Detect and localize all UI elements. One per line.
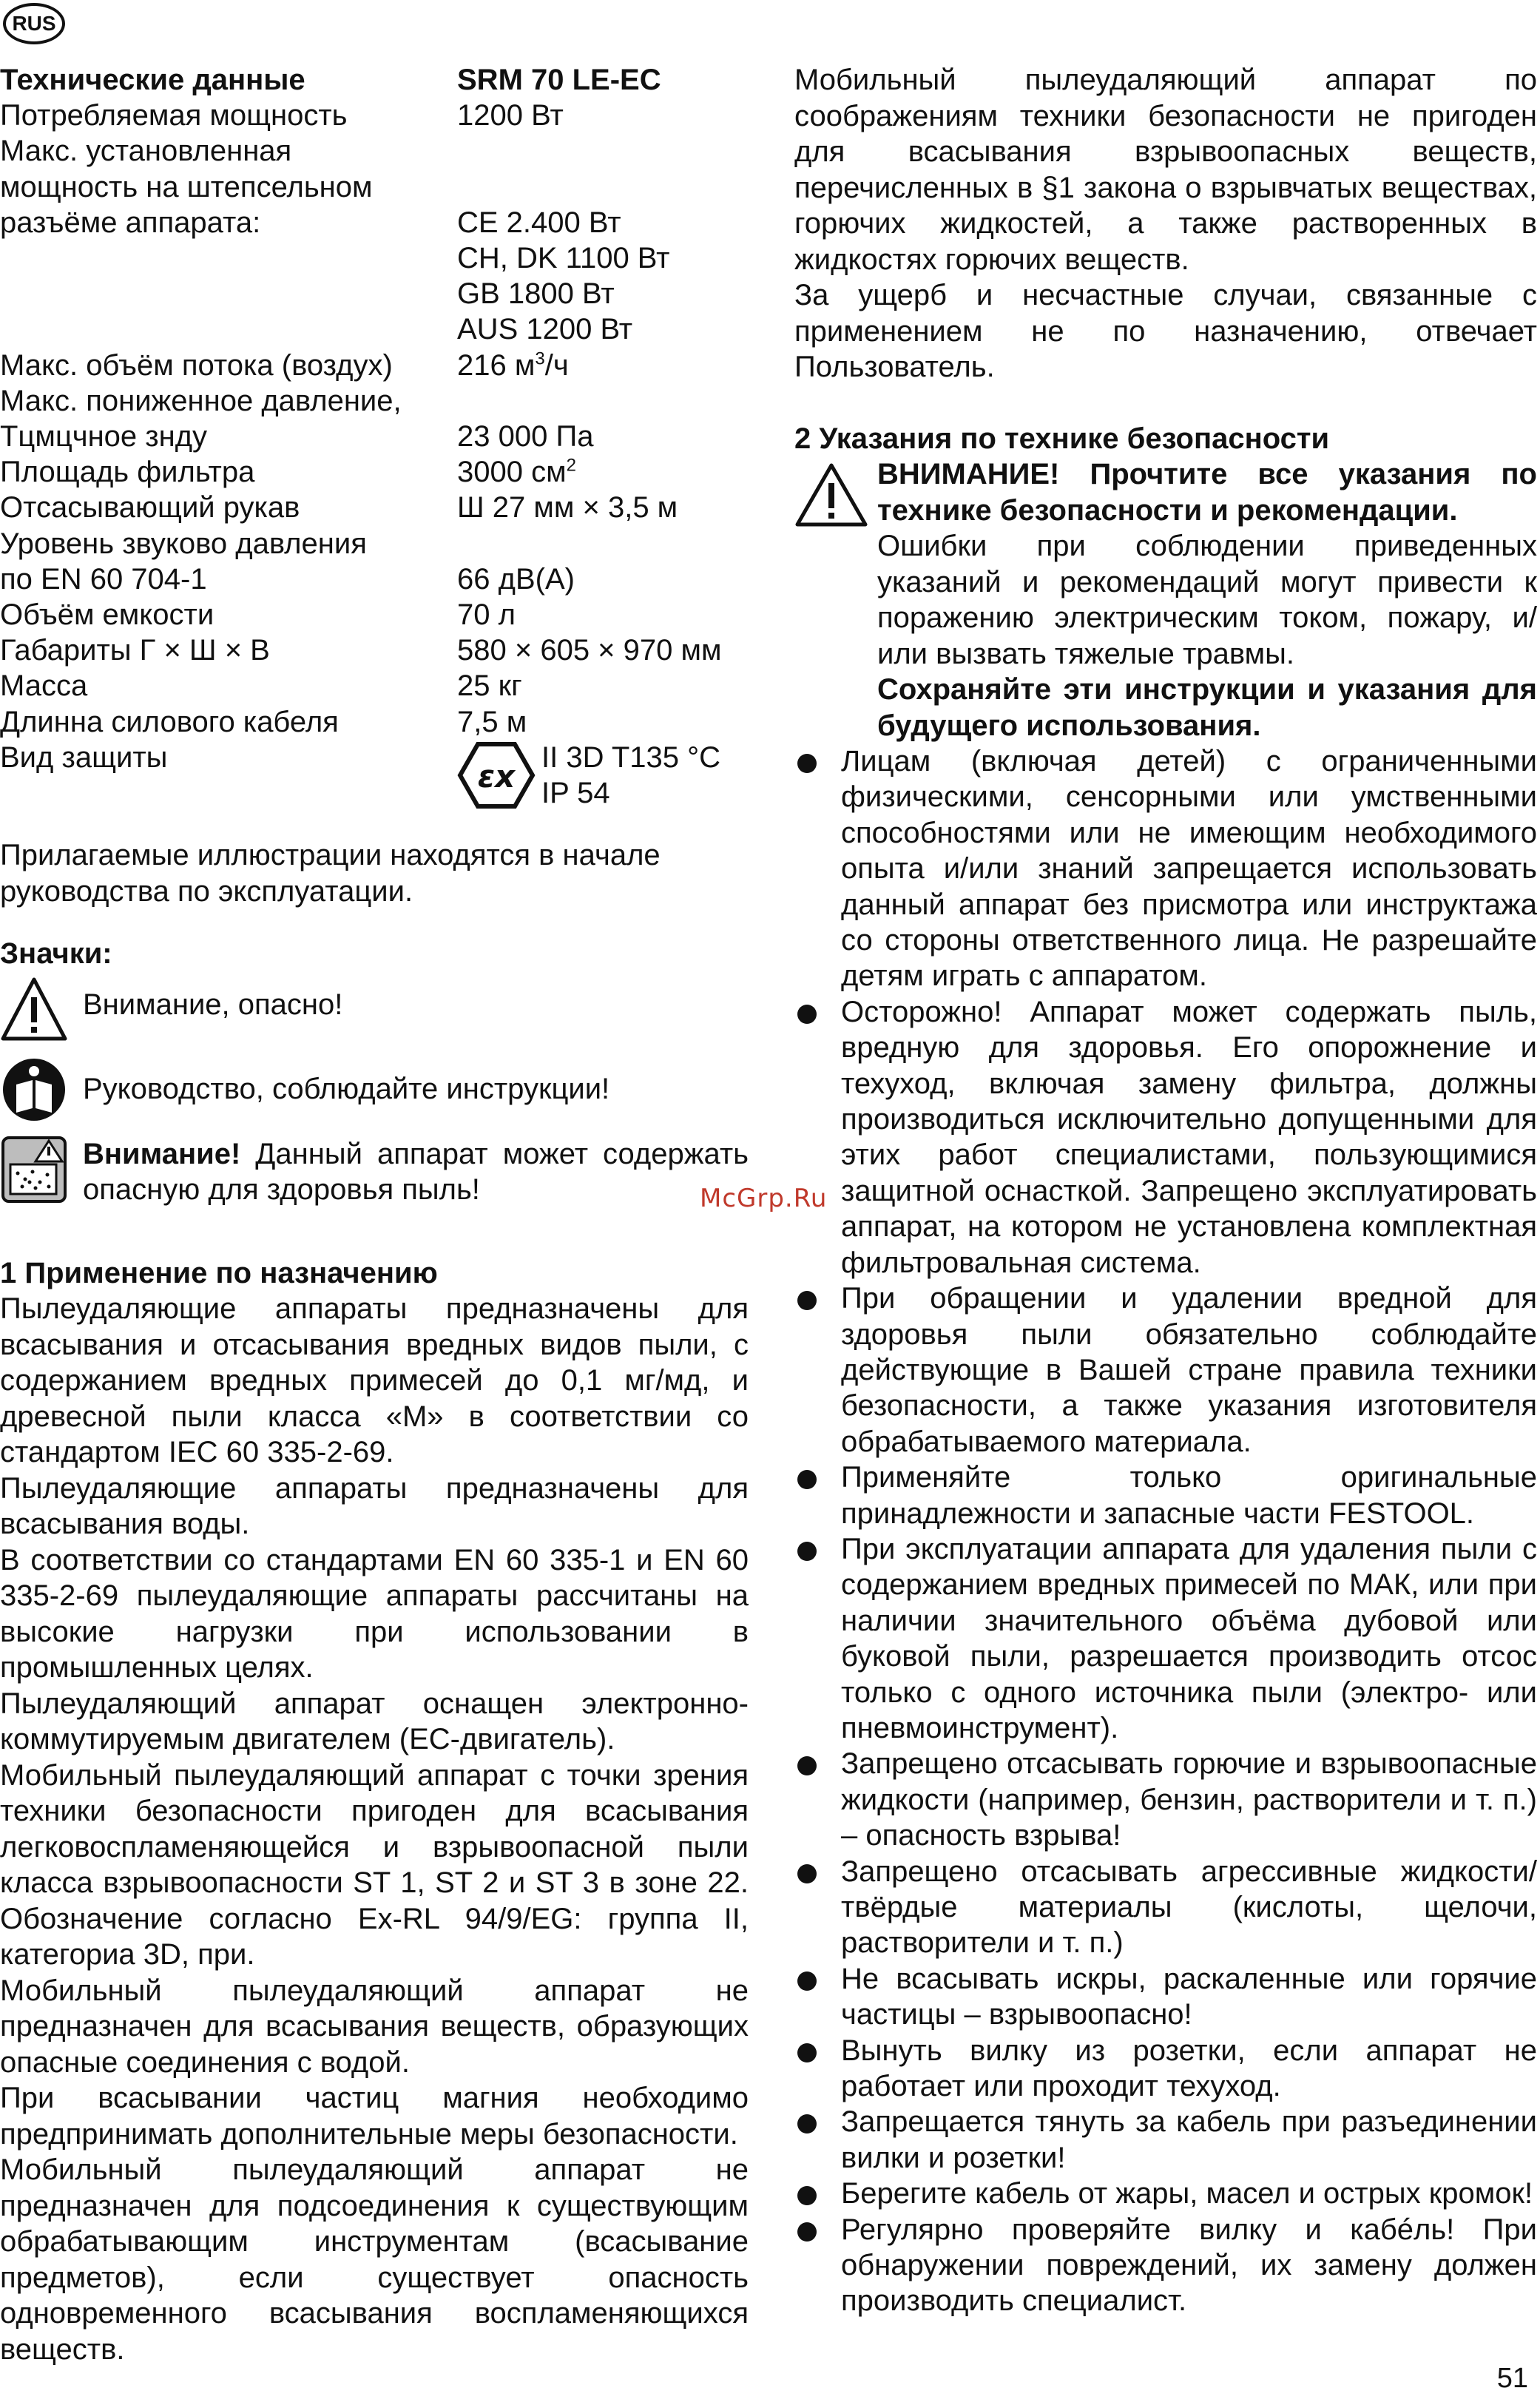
symbol-dust-text <box>83 1135 749 1208</box>
bullet-text: Вынуть вилку из розетки, если аппарат не работает или проходит техуход. <box>841 2034 1537 2103</box>
spec-row <box>0 597 749 633</box>
safety-bullet-item <box>794 1854 1537 1961</box>
watermark: McGrp.Ru <box>700 1184 828 1213</box>
section-1-paragraph: Мобильный пылеудаляющий аппарат не предназначен для всасывания веществ, образующих опасные соединения с водой. <box>0 1974 749 2079</box>
bullet-text: Запрещается тянуть за кабель при разъединении вилки и розетки! <box>841 2105 1537 2174</box>
safety-bullet-item <box>794 2104 1537 2176</box>
spec-row <box>0 169 749 205</box>
read-manual-icon <box>0 1055 68 1124</box>
spec-row <box>0 633 749 668</box>
spec-row <box>0 561 749 597</box>
spec-key: мощность на штепсельном <box>0 170 373 203</box>
right-column <box>794 62 1537 2319</box>
airflow-unit: /ч <box>544 348 569 382</box>
spec-value: 1200 Вт <box>457 99 564 132</box>
left-column <box>0 62 749 2367</box>
section-1-body <box>0 1291 749 2367</box>
symbol-manual-row <box>0 1055 749 1124</box>
spec-rows-group-1 <box>0 98 749 347</box>
spec-header-label: Технические данные <box>0 64 305 96</box>
spec-value: 25 кг <box>457 669 522 703</box>
spec-key: Уровень звуково давления <box>0 527 367 560</box>
intro-paragraph: Мобильный пылеудаляющий аппарат по соображениям техники безопасности не пригоден для всасывания взрывоопасных веществ, перечисленных в §1 закона о взрывчатых веществах, горючих жидкостей, а также растворенных в жидкостях горючих веществ. <box>794 64 1537 276</box>
bullet-dot-icon <box>797 1291 817 1310</box>
spec-header-model: SRM 70 LE-EC <box>457 64 661 96</box>
section-1-paragraph: Пылеудаляющий аппарат оснащен электронно-коммутируемым двигателем (ЕС-двигатель). <box>0 1687 749 1756</box>
spec-value: Ш 27 мм × 3,5 м <box>457 491 678 524</box>
section-1-paragraph: Пылеудаляющие аппараты предназначены для всасывания и отсасывания вредных видов пыли, с содержанием вредных примесей до 0,1 мг/мд, и древесной пыли класса «М» в соответствии со стандартом IEC 60 335-2-69. <box>0 1292 749 1469</box>
spec-value: 66 дВ(А) <box>457 562 575 596</box>
symbol-warning-row <box>0 975 749 1045</box>
illustrations-note: Прилагаемые иллюстрации находятся в начале руководства по эксплуатации. <box>0 839 661 908</box>
safety-warning-body: Ошибки при соблюдении приведенных указаний и рекомендаций могут привести к поражению электрическим током, пожару, и/или вызвать тяжелые травмы. <box>877 530 1537 670</box>
bullet-text: Запрещено отсасывать агрессивные жидкости/твёрдые материалы (кислоты, щелочи, растворители и т. п.) <box>841 1855 1537 1960</box>
safety-bullet-item <box>794 994 1537 1281</box>
spec-row <box>0 98 749 133</box>
spec-value <box>457 348 749 383</box>
spec-key: по EN 60 704-1 <box>0 562 207 596</box>
spec-key: Габариты Г × Ш × В <box>0 634 270 667</box>
section-1-paragraph: Мобильный пылеудаляющий аппарат с точки зрения техники безопасности пригоден для всасывания легковоспламеняющейся и взрывоопасной пыли класса взрывоопасности ST 1, ST 2 и ST 3 в зоне 22. Обозначение согласно Ex-RL 94/9/EG: группа II, категориа 3D, при. <box>0 1758 749 1971</box>
spec-row <box>0 526 749 561</box>
safety-bullet-item <box>794 1961 1537 2033</box>
spec-value: 70 л <box>457 598 516 632</box>
safety-bullet-item <box>794 1531 1537 1746</box>
symbol-dust-body: Данный аппарат может содержать опасную для здоровья пыль! <box>83 1137 749 1207</box>
protection-values <box>541 740 720 811</box>
safety-bullet-item <box>794 2033 1537 2105</box>
section-2-title: 2 Указания по технике безопасности <box>794 422 1330 455</box>
symbol-warning-text: Внимание, опасно! <box>83 988 343 1021</box>
safety-bullet-item <box>794 1460 1537 1531</box>
symbols-title: Значки: <box>0 937 112 971</box>
spec-value: AUS 1200 Вт <box>457 313 633 346</box>
symbol-dust-bold: Внимание! <box>83 1137 241 1170</box>
page-number: 51 <box>1496 2363 1528 2394</box>
bullet-text: При эксплуатации аппарата для удаления пыли с содержанием вредных примесей по МАК, или при наличии значительного объёма дубовой или буковой пыли, разрешается производить отсос только с одного источника пыли (электро- или пневмоинструмент). <box>841 1532 1537 1744</box>
bullet-text: Регулярно проверяйте вилку и кабéль! При обнаружении повреждений, их замену должен производить специалист. <box>841 2213 1537 2318</box>
spec-row <box>0 311 749 347</box>
spec-key: Тцмцчное знду <box>0 420 208 453</box>
spec-row <box>0 348 749 383</box>
section-1-title: 1 Применение по назначению <box>0 1256 438 1289</box>
spec-value <box>457 526 749 561</box>
spec-value <box>457 383 749 419</box>
bullet-dot-icon <box>797 1756 817 1775</box>
safety-bullet-item <box>794 2212 1537 2319</box>
spec-rows-group-3 <box>0 490 749 739</box>
airflow-sup: 3 <box>535 348 545 369</box>
spec-key: Длинна силового кабеля <box>0 705 339 738</box>
spec-key <box>0 311 457 347</box>
safety-bullet-item <box>794 1746 1537 1853</box>
spec-row <box>0 668 749 704</box>
spec-row <box>0 240 749 276</box>
bullet-text: Применяйте только оригинальные принадлежности и запасные части FESTOOL. <box>841 1461 1537 1530</box>
bullet-text: Не всасывать искры, раскаленные или горячие частицы – взрывоопасно! <box>841 1962 1537 2031</box>
language-badge: RUS <box>3 3 65 44</box>
spec-value: 7,5 м <box>457 705 527 738</box>
spec-rows-group-2 <box>0 383 749 454</box>
spec-value: 580 × 605 × 970 мм <box>457 634 722 667</box>
safety-bullet-item <box>794 743 1537 994</box>
bullet-dot-icon <box>797 1542 817 1561</box>
bullet-text: Запрещено отсасывать горючие и взрывоопасные жидкости (например, бензин, растворители и т. п.) – опасность взрыва! <box>841 1747 1537 1852</box>
bullet-dot-icon <box>797 754 817 773</box>
spec-key <box>0 276 457 311</box>
spec-row <box>0 454 749 490</box>
section-1-paragraph: Пылеудаляющие аппараты предназначены для всасывания воды. <box>0 1471 749 1541</box>
spec-row <box>0 205 749 240</box>
safety-warning-text <box>877 456 1537 743</box>
bullet-text: Лицам (включая детей) с ограниченными физическими, сенсорными или умственными способностями или не имеющим необходимого опыта и/или знаний запрещается использовать данный аппарат без присмотра или инструктажа со стороны ответственного лица. Не разрешайте детям играть с аппаратом. <box>841 745 1537 993</box>
spec-key: Макс. пониженное давление, <box>0 384 402 417</box>
symbol-manual-text: Руководство, соблюдайте инструкции! <box>83 1072 610 1105</box>
intended-use-continuation <box>794 62 1537 385</box>
bullet-text: Осторожно! Аппарат может содержать пыль, вредную для здоровья. Его опорожнение и техуход, включая замену фильтра, должны производиться исключительно допущенными для этих работ специалистами, пользующимися защитной оснасткой. Запрещено эксплуатировать аппарат, на котором не установлена комплектная фильтровальная система. <box>841 995 1537 1279</box>
spec-key: Площадь фильтра <box>0 456 255 489</box>
spec-value <box>457 169 749 205</box>
spec-row <box>0 276 749 311</box>
section-1-paragraph: В соответствии со стандартами EN 60 335-1 и EN 60 335-2-69 пылеудаляющие аппараты рассчитаны на высокие нагрузки при использовании в промышленных целях. <box>0 1543 749 1684</box>
warning-triangle-icon <box>794 461 868 529</box>
bullet-dot-icon <box>797 1971 817 1991</box>
safety-warning-keep: Сохраняйте эти инструкции и указания для будущего использования. <box>877 673 1537 742</box>
ex-protection <box>457 740 749 811</box>
bullet-dot-icon <box>797 2186 817 2205</box>
section-1-paragraph: При всасывании частиц магния необходимо предпринимать дополнительные меры безопасности. <box>0 2082 749 2151</box>
spec-row <box>0 133 749 169</box>
spec-key: Отсасывающий рукав <box>0 491 300 524</box>
spec-key: Объём емкости <box>0 598 215 632</box>
symbol-dust-row <box>0 1135 749 1208</box>
safety-bullet-list <box>794 743 1537 2319</box>
warning-triangle-icon <box>0 975 68 1045</box>
spec-value <box>457 133 749 169</box>
protection-line-2: IP 54 <box>541 777 610 810</box>
spec-key: Макс. установленная <box>0 135 292 168</box>
safety-warning-bold: ВНИМАНИЕ! Прочтите все указания по технике безопасности и рекомендации. <box>877 458 1537 527</box>
spec-key: разъёме аппарата: <box>0 206 261 239</box>
spec-row <box>0 383 749 419</box>
spec-row <box>0 490 749 525</box>
spec-value: CH, DK 1100 Вт <box>457 242 670 275</box>
bullet-dot-icon <box>797 1470 817 1489</box>
intro-paragraph: За ущерб и несчастные случаи, связанные с применением не по назначению, отвечает Пользователь. <box>794 279 1537 383</box>
safety-bullet-item <box>794 2176 1537 2211</box>
protection-line-1: II 3D T135 °C <box>541 741 721 774</box>
filter-sup: 2 <box>566 455 576 476</box>
safety-warning-block <box>794 456 1537 743</box>
bullet-dot-icon <box>797 1864 817 1883</box>
airflow-value: 216 м <box>457 348 536 382</box>
spec-row <box>0 419 749 454</box>
spec-header-row <box>0 62 749 98</box>
safety-bullet-item <box>794 1281 1537 1460</box>
bullet-dot-icon <box>797 2114 817 2134</box>
spec-value: 23 000 Па <box>457 420 594 453</box>
spec-row <box>0 704 749 740</box>
spec-value <box>457 740 749 811</box>
bullet-dot-icon <box>797 2043 817 2062</box>
bullet-dot-icon <box>797 1005 817 1024</box>
hazardous-dust-icon <box>0 1135 68 1204</box>
ex-hexagon-icon <box>457 740 536 811</box>
spec-key: Потребляемая мощность <box>0 99 348 132</box>
spec-value: GB 1800 Вт <box>457 277 615 311</box>
technical-data-table <box>0 62 749 811</box>
spec-row-protection <box>0 740 749 811</box>
bullet-dot-icon <box>797 2222 817 2242</box>
spec-value <box>457 454 749 490</box>
svg-text:εx: εx <box>477 758 516 795</box>
section-1-paragraph: Мобильный пылеудаляющий аппарат не предназначен для подсоединения к существующим обрабатывающим инструментам (всасывание предметов), если существует опасность одновременного всасывания воспламеняющихся веществ. <box>0 2153 749 2366</box>
spec-value: CE 2.400 Вт <box>457 206 621 239</box>
spec-key: Масса <box>0 669 88 703</box>
spec-key: Вид защиты <box>0 741 168 774</box>
spec-key: Макс. объём потока (воздух) <box>0 348 393 382</box>
filter-value: 3000 см <box>457 456 567 489</box>
bullet-text: При обращении и удалении вредной для здоровья пыли обязательно соблюдайте действующие в Вашей стране правила техники безопасности, а также указания изготовителя обрабатываемого материала. <box>841 1282 1537 1458</box>
bullet-text: Берегите кабель от жары, масел и острых кромок! <box>841 2177 1533 2210</box>
spec-key <box>0 240 457 276</box>
